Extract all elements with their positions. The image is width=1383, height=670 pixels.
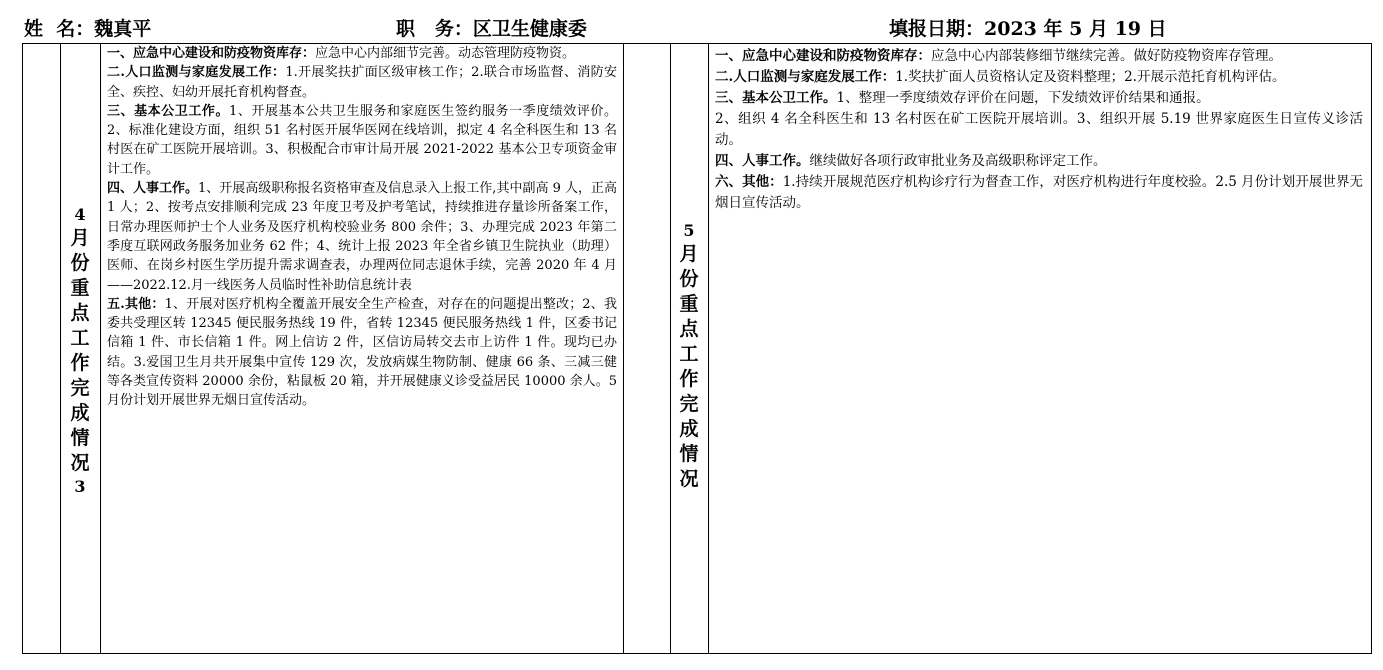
- work-item-body: 1、开展对医疗机构全覆盖开展安全生产检查，对存在的问题提出整改；2、我委共受理区转 12345 便民服务热线 19 件，省转 12345 便民服务热线 1 件，区委书记信箱 1 件、市长信箱 1 件。网上信访 2 件，区信访局转交去市上访件 1 件。现均已办结。3.爱国卫生月共开展集中宣传 129 次，发放病媒生物防制、健康 66 条、三减三健等各类宣传资料 20000 余份，粘鼠板 20 箱，并开展健康义诊受益居民 10000 余人。5 月份计划开展世界无烟日宣传活动。: [107, 296, 618, 409]
- label-char: 重: [70, 277, 90, 299]
- label-char: 5: [683, 221, 695, 240]
- label-char: 情: [70, 427, 90, 449]
- april-work-summary: [107, 44, 617, 411]
- label-char: 份: [679, 268, 699, 290]
- name-value: 魏真平: [94, 18, 152, 40]
- column-divider: [100, 44, 101, 653]
- report-header: [0, 14, 1383, 44]
- work-item-body: 1.开展奖扶扩面区级审核工作；2.联合市场监督、消防安全、疾控、妇幼开展托育机构督查。: [107, 65, 618, 100]
- work-item-title: 一、应急中心建设和防疫物资库存：: [715, 48, 931, 64]
- work-item: [715, 151, 1363, 172]
- april-section-label: [60, 204, 100, 498]
- work-item-body: 1、整理一季度绩效存评价在问题，下发绩效评价结果和通报。: [836, 90, 1210, 106]
- work-item: [107, 44, 617, 63]
- work-item: [107, 102, 617, 179]
- date-label: 填报日期：: [889, 18, 985, 40]
- label-char: 工: [70, 327, 90, 349]
- position-field: [396, 14, 587, 44]
- label-char: 况: [679, 468, 699, 490]
- label-char: 份: [70, 252, 90, 274]
- position-label: 职 务：: [396, 18, 473, 40]
- label-char: 成: [70, 402, 90, 424]
- work-item-body: 应急中心内部装修细节继续完善。做好防疫物资库存管理。: [931, 48, 1282, 64]
- work-item-title: 二.人口监测与家庭发展工作：: [107, 65, 286, 81]
- work-item-title: 一、应急中心建设和防疫物资库存：: [107, 46, 316, 61]
- work-item-title: 三、基本公卫工作。: [715, 90, 837, 106]
- table-border-right: [1371, 44, 1372, 653]
- table-border-left: [22, 44, 23, 653]
- name-label: 姓 名：: [24, 18, 95, 40]
- date-value: 2023 年 5 月 19 日: [984, 18, 1167, 40]
- work-item-body: 1.奖扶扩面人员资格认定及资料整理；2.开展示范托育机构评估。: [895, 69, 1286, 85]
- label-char: 况: [70, 452, 90, 474]
- label-char: 完: [679, 393, 699, 415]
- work-item: [715, 88, 1363, 109]
- work-item-title: 二.人口监测与家庭发展工作：: [715, 69, 896, 85]
- label-char: 成: [679, 418, 699, 440]
- work-item: [107, 63, 617, 102]
- may-work-summary: [715, 46, 1363, 214]
- may-section-label: [670, 220, 708, 492]
- work-item-body: 1、开展基本公共卫生服务和家庭医生签约服务一季度绩效评价。2、标准化建设方面，组织 51 名村医开展华医网在线培训，拟定 4 名全科医生和 13 名村医在矿工医院开展培训。3、积极配合市审计局开展 2021-2022 基本公卫专项资金审计工作。: [107, 103, 617, 177]
- label-char: 工: [679, 343, 699, 365]
- label-char: 重: [679, 293, 699, 315]
- label-char: 作: [679, 368, 699, 390]
- label-char: 月: [679, 243, 699, 265]
- report-table: [22, 43, 1372, 654]
- date-field: [889, 14, 1167, 44]
- work-item-title: 四、人事工作。: [715, 153, 810, 169]
- label-char: 情: [679, 443, 699, 465]
- work-item-title: 六、其他：: [715, 174, 783, 190]
- label-char: 月: [70, 227, 90, 249]
- label-char: 点: [70, 302, 90, 324]
- work-item-title: 四、人事工作。: [107, 181, 199, 197]
- work-item-body: 2、组织 4 名全科医生和 13 名村医在矿工医院开展培训。3、组织开展 5.19 世界家庭医生日宣传义诊活动。: [715, 111, 1363, 148]
- work-item: [715, 172, 1363, 214]
- work-item: [715, 109, 1363, 151]
- label-char: 作: [70, 352, 90, 374]
- label-char: 3: [74, 477, 86, 496]
- work-item-body: 1、开展高级职称报名资格审查及信息录入上报工作,其中副高 9 人，正高 1 人；2、按考点安排顺利完成 23 年度卫考及护考笔试，持续推进存量诊所备案工作，日常办理医师护士个人业务及医疗机构校验业务 800 余件；3、办理完成 2023 年第二季度互联网政务服务加业务 62 件；4、统计上报 2023 年全省乡镇卫生院执业（助理）医师、在岗乡村医生学历提升需求调查表，办理两位同志退休手续，完善 2020 年 4 月——2022.12.月一线医务人员临时性补助信息统计表: [107, 181, 617, 293]
- column-divider: [623, 44, 624, 653]
- label-char: 4: [74, 205, 86, 224]
- column-divider: [708, 44, 709, 653]
- work-item: [107, 179, 617, 295]
- work-item-body: 应急中心内部细节完善。动态管理防疫物资。: [315, 46, 576, 61]
- name-field: [24, 14, 151, 44]
- work-item-title: 五.其他：: [107, 296, 165, 312]
- work-item: [715, 46, 1363, 67]
- work-item-title: 三、基本公卫工作。: [107, 103, 230, 119]
- work-item: [715, 67, 1363, 88]
- work-item-body: 1.持续开展规范医疗机构诊疗行为督查工作，对医疗机构进行年度校验。2.5 月份计划开展世界无烟日宣传活动。: [715, 174, 1364, 211]
- label-char: 完: [70, 377, 90, 399]
- work-item: [107, 295, 617, 411]
- position-value: 区卫生健康委: [472, 18, 587, 40]
- work-item-body: 继续做好各项行政审批业务及高级职称评定工作。: [809, 153, 1107, 169]
- label-char: 点: [679, 318, 699, 340]
